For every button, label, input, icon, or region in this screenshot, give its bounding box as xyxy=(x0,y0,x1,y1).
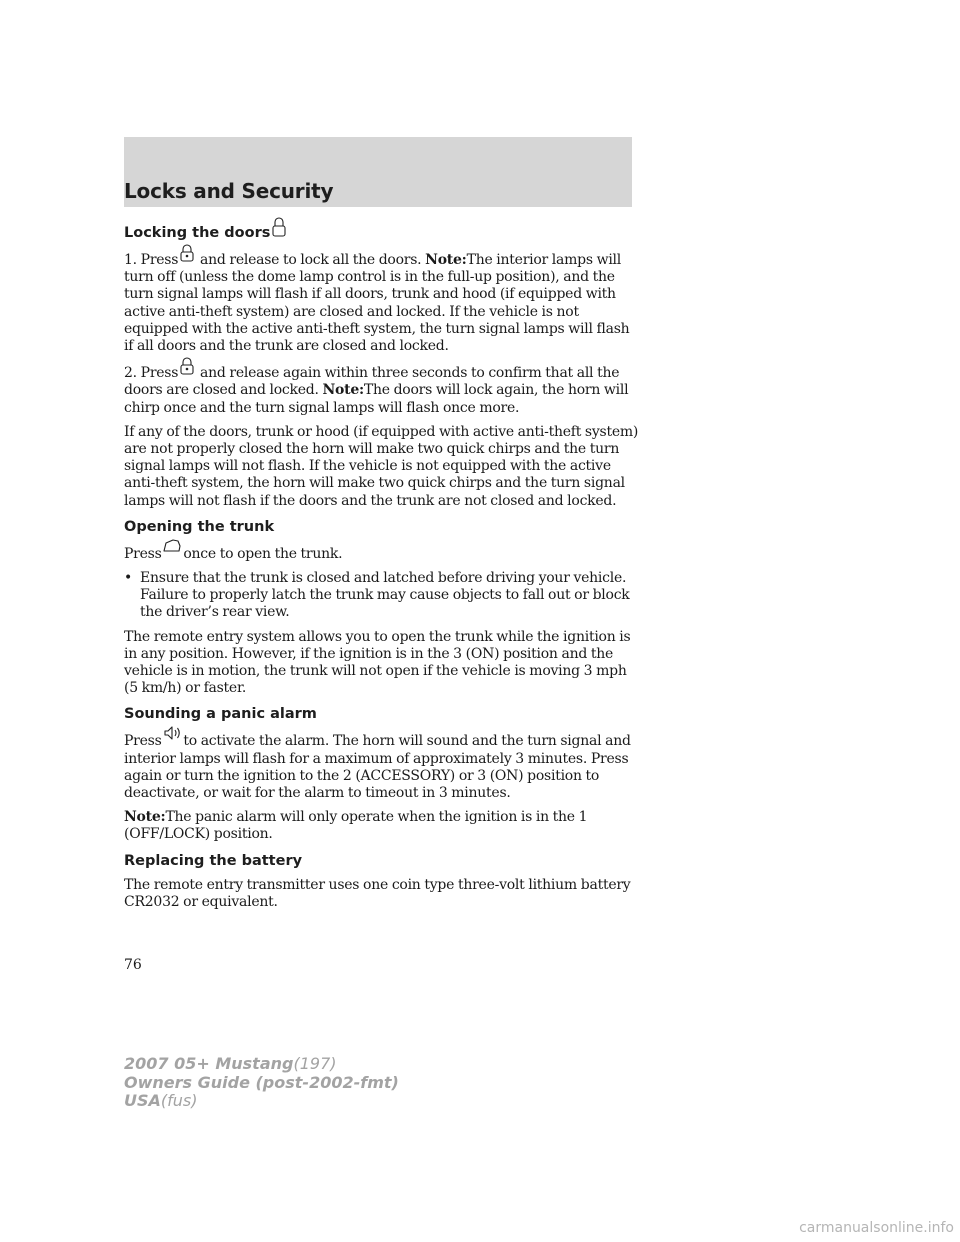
paragraph-panic-press: Press to activate the alarm. The horn will sound and the turn signal and interior lamps will flash for a maximum of approximately 3 minutes. Press again or turn the ignition to the 2 (ACCESSORY) or 3 (ON) position to deactivate, or wait for the alarm to timeout in 3 minutes. xyxy=(124,730,639,802)
document-footer xyxy=(124,1055,399,1111)
paragraph-trunk-remote: The remote entry system allows you to open the trunk while the ignition is in any position. However, if the ignition is in the 3 (ON) position and the vehicle is in motion, the trunk will not open if the vehicle is moving 3 mph (5 km/h) or faster. xyxy=(124,628,631,697)
list-item: • Ensure that the trunk is closed and latched before driving your vehicle. Failure to properly latch the trunk may cause objects to fall out or block the driver’s rear view. xyxy=(124,570,630,621)
paragraph-trunk-press: Press once to open the trunk. xyxy=(124,543,639,563)
paragraph-lock-warning: If any of the doors, trunk or hood (if equipped with active anti-theft system) are not properly closed the horn will make two quick chirps and the turn signal lamps will not flash. If the vehicle is not equipped with the active anti-theft system, the horn will make two quick chirps and the turn signal lamps will not flash if the doors and the trunk are not closed and locked. xyxy=(124,423,639,509)
paragraph-lock-step-1: 1. Press and release to lock all the doors. Note:The interior lamps will turn off (unless the dome lamp control is in the full-up position), and the turn signal lamps will flash if all doors, trunk and hood (if equipped with active anti-theft system) are closed and locked. If the vehicle is not equipped with the active anti-theft system, the turn signal lamps will flash if all doors and the trunk are closed and locked. xyxy=(124,249,639,355)
heading-opening-trunk: Opening the trunk xyxy=(124,518,275,535)
paragraph-battery: The remote entry transmitter uses one coin type three-volt lithium battery CR2032 or equivalent. xyxy=(124,876,631,910)
section-title: Locks and Security xyxy=(124,179,334,203)
page-content xyxy=(124,222,639,918)
heading-replacing-battery: Replacing the battery xyxy=(124,852,303,869)
panic-icon xyxy=(162,724,180,741)
footer-line-1: 2007 05+ Mustang(197) xyxy=(124,1054,337,1073)
footer-line-2: Owners Guide (post-2002-fmt) xyxy=(124,1072,399,1092)
lock-icon xyxy=(178,356,196,373)
lock-icon xyxy=(178,243,196,260)
section-header-band xyxy=(124,137,632,207)
paragraph-panic-note: Note:The panic alarm will only operate when the ignition is in the 1 (OFF/LOCK) position. xyxy=(124,809,588,843)
page-number: 76 xyxy=(124,957,142,973)
bullet-mark: • xyxy=(124,570,133,587)
lock-icon xyxy=(270,216,288,233)
trunk-icon xyxy=(162,537,180,554)
heading-locking-doors: Locking the doors xyxy=(124,222,639,241)
heading-panic-alarm: Sounding a panic alarm xyxy=(124,706,317,723)
footer-line-3: USA(fus) xyxy=(124,1091,198,1110)
paragraph-lock-step-2: 2. Press and release again within three seconds to confirm that all the doors are closed and locked. Note:The doors will lock again, the horn will chirp once and the turn signal lamps will flash once more. xyxy=(124,362,639,417)
watermark: carmanualsonline.info xyxy=(799,1220,954,1236)
